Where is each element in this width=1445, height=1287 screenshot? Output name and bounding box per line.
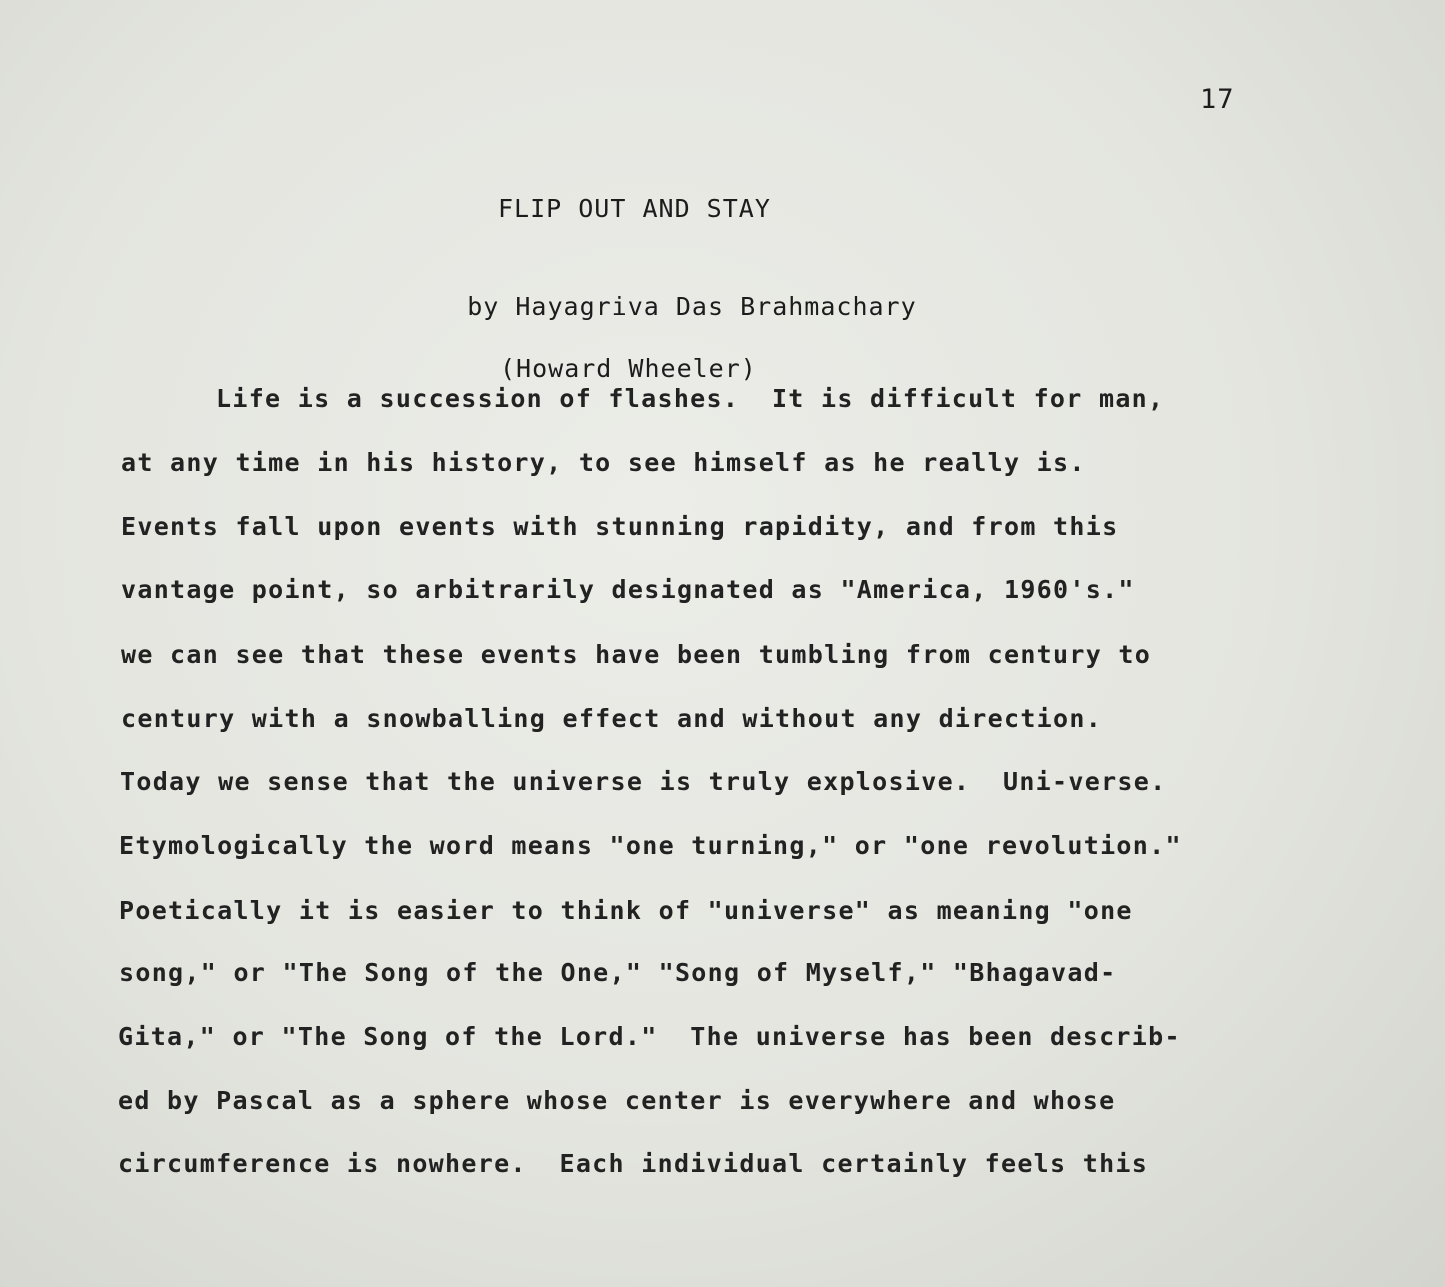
page-number: 17 <box>1200 84 1235 115</box>
body-line: Etymologically the word means "one turning," or "one revolution." <box>119 831 1182 860</box>
author-name: by Hayagriva Das Brahmachary <box>467 292 917 321</box>
author-alias: (Howard Wheeler) <box>500 354 757 383</box>
body-line: Events fall upon events with stunning rapidity, and from this <box>121 512 1119 541</box>
body-line: ed by Pascal as a sphere whose center is everywhere and whose <box>118 1086 1116 1115</box>
body-line: at any time in his history, to see himself as he really is. <box>121 448 1086 477</box>
body-line: Today we sense that the universe is truly explosive. Uni-verse. <box>120 767 1167 796</box>
body-line: Poetically it is easier to think of "universe" as meaning "one <box>119 896 1133 925</box>
body-line: we can see that these events have been tumbling from century to <box>121 640 1152 669</box>
body-line: vantage point, so arbitrarily designated as "America, 1960's." <box>121 575 1135 604</box>
body-line: Gita," or "The Song of the Lord." The universe has been describ- <box>118 1022 1181 1051</box>
body-line: song," or "The Song of the One," "Song of Myself," "Bhagavad- <box>119 958 1117 987</box>
page-title: FLIP OUT AND STAY <box>498 194 771 223</box>
body-line: circumference is nowhere. Each individual certainly feels this <box>118 1149 1149 1178</box>
body-line: Life is a succession of flashes. It is difficult for man, <box>216 384 1165 413</box>
body-line: century with a snowballing effect and without any direction. <box>121 704 1103 733</box>
